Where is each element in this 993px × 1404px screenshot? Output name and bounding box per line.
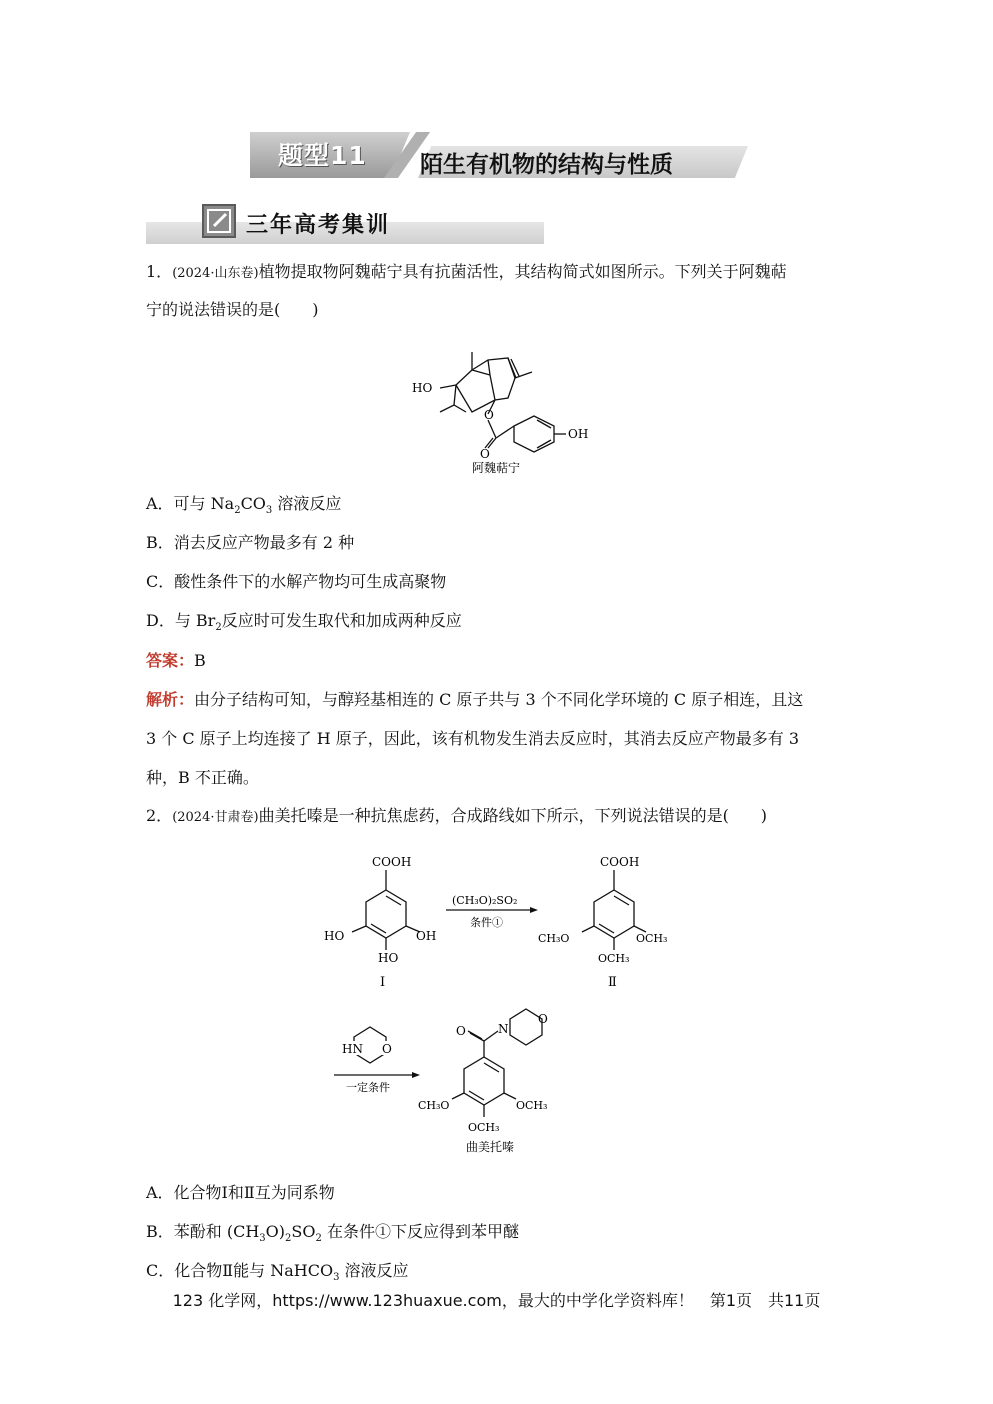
q2-c2-och3-bottom: OCH₃	[598, 952, 630, 965]
q2-number: 2．	[146, 806, 173, 825]
q2-product-ch3o: CH₃O	[418, 1099, 450, 1112]
q1-answer-value: B	[194, 651, 206, 670]
q2-option-b-sub3: 2	[315, 1233, 322, 1245]
q1-option-d	[146, 611, 846, 638]
q2-option-b-text: B．苯酚和 (CH	[146, 1222, 260, 1241]
q2-c1-ho-bottom: HO	[378, 951, 399, 965]
q2-option-b-mid: O)	[265, 1222, 286, 1241]
q1-option-a-text: A．可与 Na	[146, 494, 235, 513]
q1-stem-line1	[146, 262, 846, 284]
section-header	[146, 202, 544, 246]
q1-analysis-line2: 3 个 C 原子上均连接了 H 原子，因此，该有机物发生消去反应时，其消去反应产物最多有 3	[146, 729, 800, 748]
q1-stem-1: 植物提取物阿魏萜宁具有抗菌活性，其结构简式如图所示。下列关于阿魏萜	[258, 262, 787, 281]
q1-option-d-text: D．与 Br	[146, 611, 216, 630]
q2-label-2: Ⅱ	[608, 975, 617, 990]
q1-option-a-mid: CO	[240, 494, 266, 513]
q1-stem-line2	[146, 300, 846, 320]
q2-option-c-text: C．化合物Ⅱ能与 NaHCO	[146, 1261, 334, 1280]
q2-option-c-sub: 3	[333, 1272, 340, 1284]
q2-condition-1: 条件①	[470, 916, 503, 929]
q1-option-d-sub: 2	[215, 622, 222, 634]
title-banner	[250, 128, 750, 186]
q1-analysis-line3: 种，B 不正确。	[146, 768, 259, 787]
q1-option-a-sub2: 3	[265, 505, 273, 517]
q2-option-b-sub1: 3	[259, 1233, 266, 1245]
q2-reagent-1: (CH₃O)₂SO₂	[452, 894, 518, 907]
q1-option-d-post: 反应时可发生取代和加成两种反应	[221, 611, 462, 630]
q1-stem-2: 宁的说法错误的是( )	[146, 300, 319, 319]
q1-number: 1．	[146, 262, 173, 281]
q1-option-b: B．消去反应产物最多有 2 种	[146, 533, 355, 552]
q2-source: (2024·甘肃卷)	[172, 810, 259, 825]
q1-ho-label: HO	[412, 381, 433, 395]
q2-c1-cooh: COOH	[372, 855, 412, 869]
q2-condition-2: 一定条件	[346, 1081, 390, 1094]
q1-source: (2024·山东卷)	[172, 266, 259, 281]
q2-option-b	[146, 1222, 846, 1249]
q2-product-name: 曲美托嗪	[466, 1140, 515, 1154]
pencil-note-icon	[202, 204, 236, 238]
q1-analysis-line1	[146, 690, 846, 710]
q2-product-carbonyl-o: O	[456, 1024, 466, 1038]
q1-analysis-1: 由分子结构可知，与醇羟基相连的 C 原子共与 3 个不同化学环境的 C 原子相连，且这	[194, 690, 804, 709]
q1-option-a-post: 溶液反应	[272, 494, 342, 513]
q2-arrow-2-head	[412, 1072, 420, 1078]
q1-option-a-sub1: 2	[234, 505, 241, 517]
section-title: 三年高考集训	[246, 213, 391, 238]
q1-skeleton	[440, 352, 566, 452]
q2-product-och3-right: OCH₃	[516, 1099, 548, 1112]
q2-c2-cooh: COOH	[600, 855, 640, 869]
q2-compound-1-ring	[352, 870, 420, 950]
q2-option-b-post: 在条件①下反应得到苯甲醚	[321, 1222, 519, 1241]
q2-product-ring-o: O	[538, 1012, 548, 1026]
banner-title: 陌生有机物的结构与性质	[420, 152, 673, 178]
q2-option-c	[146, 1261, 846, 1288]
q1-o-label: O	[484, 408, 494, 422]
q2-stem	[146, 806, 846, 828]
q1-figure-caption: 阿魏萜宁	[472, 461, 521, 475]
q2-option-a: A．化合物Ⅰ和Ⅱ互为同系物	[146, 1183, 335, 1202]
banner-tag: 题型11	[278, 141, 367, 170]
q1-oh-label: OH	[568, 427, 589, 441]
q2-option-c-post: 溶液反应	[339, 1261, 409, 1280]
q2-scheme-step2	[320, 995, 580, 1160]
q1-option-c: C．酸性条件下的水解产物均可生成高聚物	[146, 572, 447, 591]
q1-carbonyl-o-label: O	[480, 447, 490, 461]
q2-stem-text: 曲美托嗪是一种抗焦虑药，合成路线如下所示，下列说法错误的是( )	[258, 806, 768, 825]
q2-arrow-1-head	[530, 907, 538, 913]
q2-label-1: Ⅰ	[380, 975, 386, 990]
q2-morpholine-o: O	[382, 1042, 392, 1056]
q1-option-a	[146, 494, 846, 521]
q2-c1-ho-left: HO	[324, 929, 345, 943]
q2-product-n: N	[498, 1022, 509, 1036]
q1-answer-label: 答案：	[146, 651, 195, 670]
q2-c2-och3-right: OCH₃	[636, 932, 668, 945]
q2-hn-label: HN	[342, 1042, 363, 1056]
q2-c2-ch3o: CH₃O	[538, 932, 570, 945]
q2-option-b-sub2: 2	[285, 1233, 292, 1245]
q2-option-b-mid2: SO	[291, 1222, 316, 1241]
q1-analysis-label: 解析：	[146, 690, 195, 709]
q1-answer	[146, 651, 846, 671]
page-footer: 123 化学网，https://www.123huaxue.com，最大的中学化学资料库！ 第1页 共11页	[172, 1291, 821, 1310]
q2-c1-oh-right: OH	[416, 929, 437, 943]
q2-scheme-step1	[320, 850, 680, 990]
q1-structure-figure	[400, 330, 620, 475]
q2-product-och3-bottom: OCH₃	[468, 1121, 500, 1134]
